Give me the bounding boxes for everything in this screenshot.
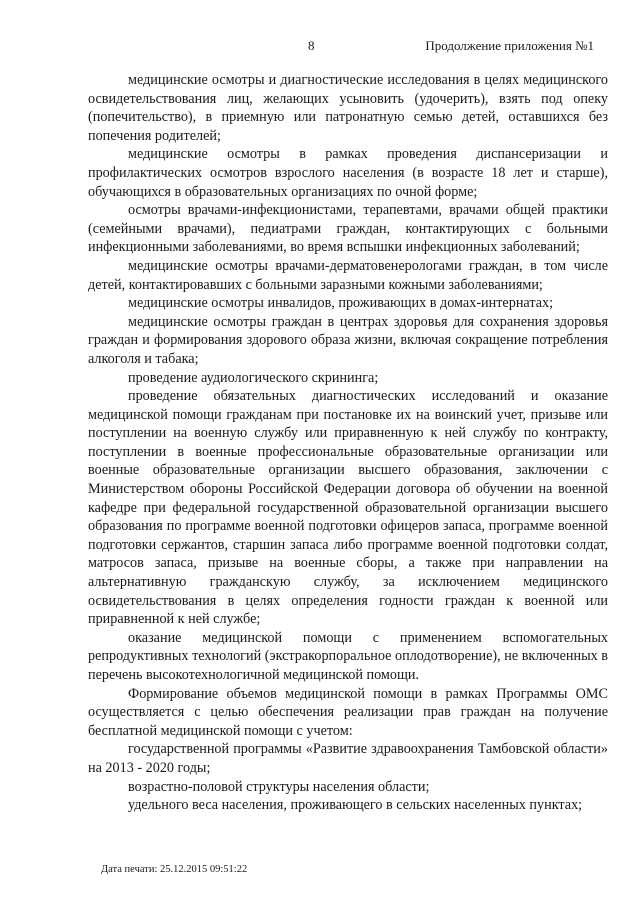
paragraph: медицинские осмотры и диагностические исследования в целях медицинского освидетельствования лиц, желающих усыновить (удочерить), взять под опеку (попечительство), в приемную или патронатную семью детей, оставшихся без попечения родителей;	[88, 72, 608, 144]
appendix-header: Продолжение приложения №1	[425, 38, 594, 53]
page-number: 8	[308, 38, 315, 53]
paragraph: медицинские осмотры инвалидов, проживающих в домах-интернатах;	[128, 295, 554, 312]
paragraph: проведение аудиологического скрининга;	[128, 369, 379, 386]
paragraph: проведение обязательных диагностических исследований и оказание медицинской помощи гражданам при постановке их на воинский учет, призыве или поступлении на военную службу или приравненную к ней службу по контракту, поступлении в военные профессиональные образовательные организации или военные образовательные организации высшего образования, заключении с Министерством обороны Российской Федерации договора об обучении на военной кафедре при федеральной государственной образовательной организации высшего образования по программе военной подготовки офицеров запаса, программе военной подготовки сержантов, старшин запаса либо программе военной подготовки солдат, матросов запаса, призыве на военные сборы, а также при направлении на альтернативную гражданскую службу, за исключением медицинского освидетельствования в целях определения годности граждан к военной или приравненной к ней службе;	[88, 388, 608, 628]
paragraph: возрастно-половой структуры населения области;	[128, 778, 430, 795]
document-body	[88, 71, 608, 815]
paragraph: оказание медицинской помощи с применением вспомогательных репродуктивных технологий (экстракорпоральное оплодотворение), не включенных в перечень высокотехнологичной медицинской помощи.	[88, 629, 608, 683]
paragraph: Формирование объемов медицинской помощи в рамках Программы ОМС осуществляется с целью обеспечения реализации прав граждан на получение бесплатной медицинской помощи с учетом:	[88, 685, 608, 739]
paragraph: удельного веса населения, проживающего в сельских населенных пунктах;	[128, 797, 583, 814]
paragraph: медицинские осмотры в рамках проведения диспансеризации и профилактических осмотров взрослого населения (в возрасте 18 лет и старше), обучающихся в образовательных организациях по очной форме;	[88, 146, 608, 200]
paragraph: медицинские осмотры граждан в центрах здоровья для сохранения здоровья граждан и формирования здорового образа жизни, включая сокращение потребления алкоголя и табака;	[88, 313, 608, 367]
paragraph: государственной программы «Развитие здравоохранения Тамбовской области» на 2013 - 2020 годы;	[88, 741, 608, 776]
paragraph: осмотры врачами-инфекционистами, терапевтами, врачами общей практики (семейными врачами), педиатрами граждан, контактирующих с больными инфекционными заболеваниями, во время вспышки инфекционных заболеваний;	[88, 202, 608, 256]
paragraph: медицинские осмотры врачами-дерматовенерологами граждан, в том числе детей, контактировавших с больными заразными кожными заболеваниями;	[88, 257, 608, 293]
print-date-footer: Дата печати: 25.12.2015 09:51:22	[101, 864, 248, 875]
